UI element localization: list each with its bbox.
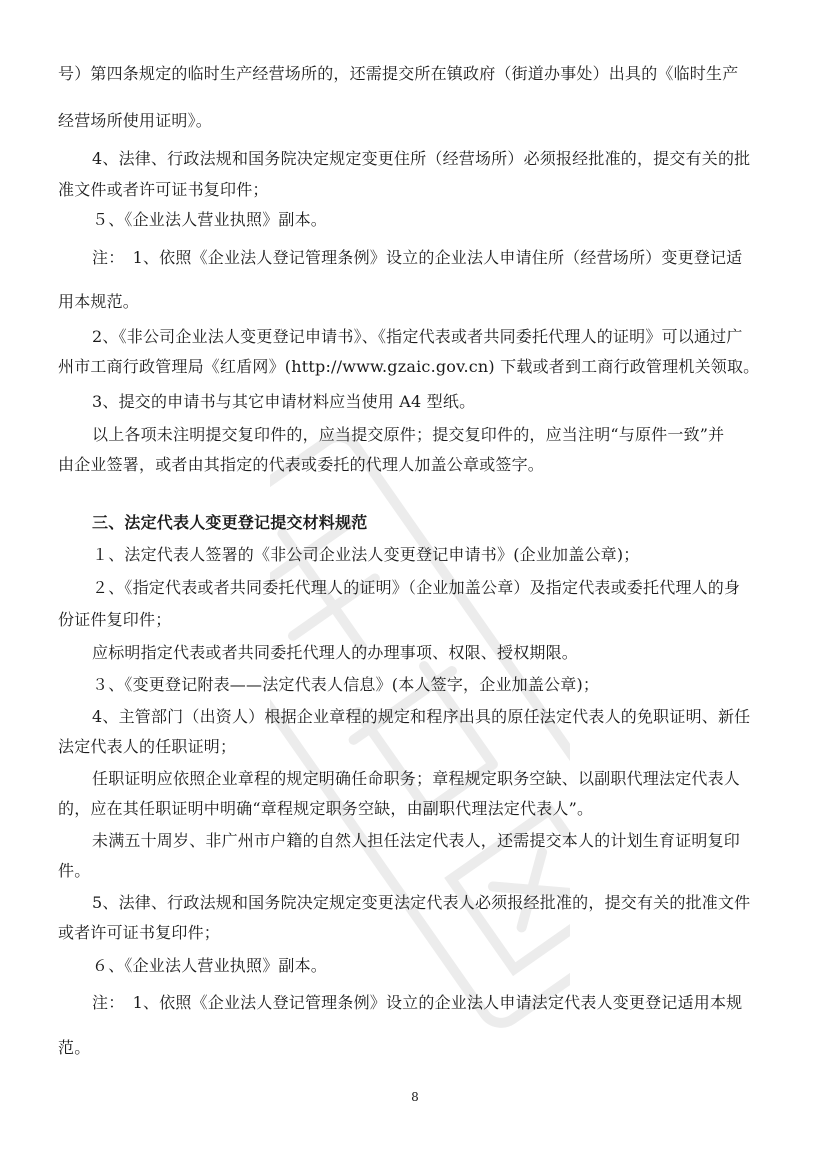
paragraph-line: 准文件或者许可证书复印件；: [58, 180, 269, 199]
note-1: 注： 1、依照《企业法人登记管理条例》设立的企业法人申请法定代表人变更登记适用本规: [92, 993, 743, 1012]
section-heading: 三、法定代表人变更登记提交材料规范: [92, 513, 368, 532]
paragraph: 任职证明应依照企业章程的规定明确任命职务；章程规定职务空缺、以副职代理法定代表人: [92, 769, 741, 788]
list-item-3: ３、《变更登记附表——法定代表人信息》(本人签字，企业加盖公章)；: [92, 675, 600, 694]
list-item-5: ５、《企业法人营业执照》副本。: [92, 210, 328, 229]
list-item-5: 5、法律、行政法规和国务院决定规定变更法定代表人必须报经批准的，提交有关的批准文件: [92, 893, 751, 912]
list-item-4: 4、法律、行政法规和国务院决定规定变更住所（经营场所）必须报经批准的，提交有关的批: [92, 149, 751, 168]
paragraph-line: 件。: [58, 861, 91, 880]
paragraph-line: 由企业签署，或者由其指定的代表或委托的代理人加盖公章或签字。: [58, 455, 545, 474]
paragraph-line: 州市工商行政管理局《红盾网》(http://www.gzaic.gov.cn) 下载或者到工商行政管理机关领取。: [58, 357, 760, 376]
list-item-2: ２、《指定代表或者共同委托代理人的证明》（企业加盖公章）及指定代表或委托代理人的身: [92, 578, 741, 597]
paragraph-line: 的，应在其任职证明中明确“章程规定职务空缺，由副职代理法定代表人”。: [58, 799, 594, 818]
paragraph-line: 法定代表人的任职证明；: [58, 737, 237, 756]
page-number: 8: [411, 1090, 419, 1104]
paragraph-line: 用本规范。: [58, 292, 140, 311]
note-2: 2、《非公司企业法人变更登记申请书》、《指定代表或者共同委托代理人的证明》可以通过广: [92, 327, 743, 346]
paragraph: 以上各项未注明提交复印件的，应当提交原件；提交复印件的，应当注明“与原件一致”并: [92, 425, 725, 444]
paragraph: 应标明指定代表或者共同委托代理人的办理事项、权限、授权期限。: [92, 643, 579, 662]
list-item-1: １、法定代表人签署的《非公司企业法人变更登记申请书》(企业加盖公章)；: [92, 545, 640, 564]
list-item-4: 4、主管部门（出资人）根据企业章程的规定和程序出具的原任法定代表人的免职证明、新任: [92, 707, 751, 726]
paragraph-line: 份证件复印件；: [58, 610, 172, 629]
list-item-6: ６、《企业法人营业执照》副本。: [92, 956, 328, 975]
note-1: 注： 1、依照《企业法人登记管理条例》设立的企业法人申请住所（经营场所）变更登记适: [92, 248, 743, 267]
paragraph-line: 范。: [58, 1038, 91, 1057]
paragraph-line: 号）第四条规定的临时生产经营场所的，还需提交所在镇政府（街道办事处）出具的《临时生产: [58, 64, 739, 83]
paragraph-line: 或者许可证书复印件；: [58, 923, 221, 942]
paragraph-line: 经营场所使用证明》。: [58, 111, 213, 130]
paragraph: 未满五十周岁、非广州市户籍的自然人担任法定代表人，还需提交本人的计划生育证明复印: [92, 831, 741, 850]
note-3: 3、提交的申请书与其它申请材料应当使用 A4 型纸。: [92, 392, 476, 411]
